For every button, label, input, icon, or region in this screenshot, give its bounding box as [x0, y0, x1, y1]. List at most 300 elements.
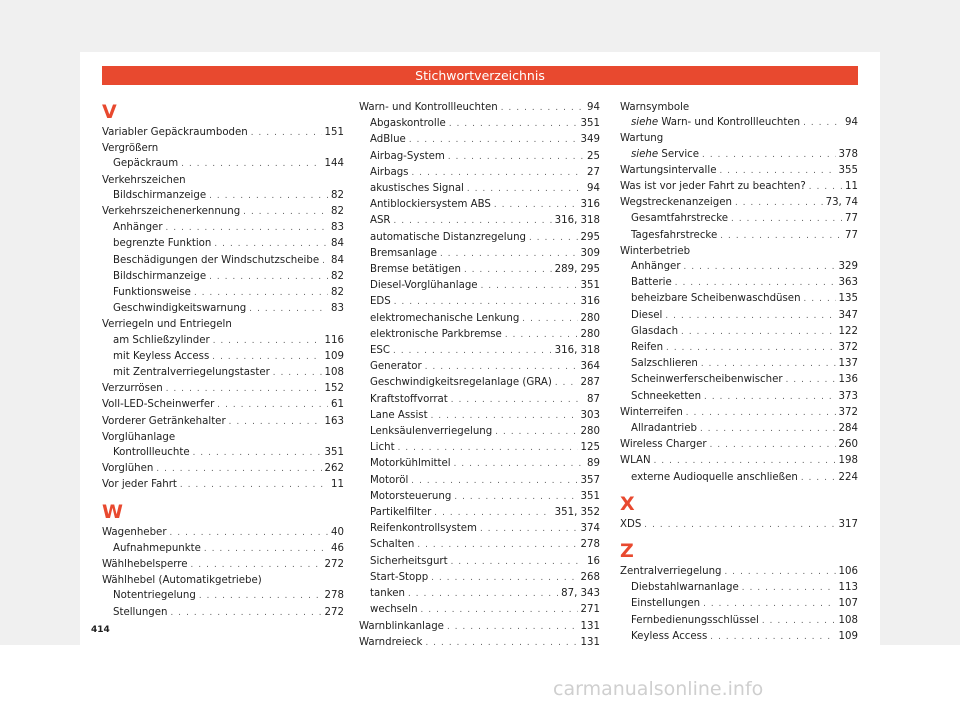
entry-page-number: 287: [580, 377, 600, 389]
index-subentry: [620, 613, 858, 629]
entry-term: Anhänger: [113, 222, 163, 234]
dot-leader: [431, 409, 578, 424]
dot-leader: [425, 360, 578, 375]
index-subentry: [359, 392, 600, 408]
dot-leader: [464, 263, 552, 278]
index-entry: [620, 453, 858, 469]
index-subentry: [102, 588, 344, 604]
index-letter-heading: W: [102, 500, 123, 523]
entry-term: Scheinwerferscheibenwischer: [631, 374, 783, 386]
entry-page-number: 135: [838, 293, 858, 305]
entry-term: Wartung: [620, 133, 664, 145]
index-entry: [102, 414, 344, 430]
entry-page-number: 25: [587, 150, 600, 162]
dot-leader: [273, 366, 322, 381]
entry-term: Notentriegelung: [113, 590, 196, 602]
entry-term: Diesel: [631, 309, 663, 321]
entry-term: [631, 115, 800, 130]
entry-page-number: 351: [324, 447, 344, 459]
index-entry: [620, 131, 858, 146]
index-entry: [620, 564, 858, 580]
entry-term: Lenksäulenverriegelung: [370, 426, 493, 438]
entry-page-number: 295: [580, 231, 600, 243]
entry-term: Motorkühlmittel: [370, 458, 451, 470]
entry-term: Warnblinkanlage: [359, 620, 444, 632]
index-entry: [620, 405, 858, 421]
index-letter-heading: Z: [620, 540, 634, 563]
entry-page-number: 280: [580, 312, 600, 324]
entry-term: Gesamtfahrstrecke: [631, 213, 729, 225]
index-subentry: [359, 197, 600, 213]
dot-leader: [786, 373, 836, 388]
index-entry: [102, 397, 344, 413]
index-subentry: [359, 456, 600, 472]
entry-page-number: 329: [838, 261, 858, 273]
dot-leader: [251, 126, 322, 141]
index-subentry: [359, 132, 600, 148]
index-subentry: [102, 220, 344, 236]
index-subentry: [359, 359, 600, 375]
entry-term: Wählhebelsperre: [102, 559, 188, 571]
dot-leader: [411, 474, 577, 489]
index-subentry: [359, 375, 600, 391]
index-subentry: [620, 389, 858, 405]
dot-leader: [710, 438, 836, 453]
entry-term: EDS: [370, 296, 391, 308]
dot-leader: [735, 196, 823, 211]
index-entry: [620, 179, 858, 195]
section-header: Stichwortverzeichnis: [102, 66, 858, 85]
entry-page-number: 351: [580, 118, 600, 130]
entry-term: Warnsymbole: [620, 102, 690, 113]
entry-page-number: 11: [845, 181, 858, 193]
index-subentry: [620, 356, 858, 372]
index-subentry: [102, 349, 344, 365]
entry-page-number: 94: [587, 102, 600, 113]
entry-term: XDS: [620, 518, 642, 530]
entry-page-number: 108: [838, 614, 858, 626]
entry-page-number: 40: [331, 526, 344, 538]
entry-page-number: 316: [580, 296, 600, 308]
dot-leader: [393, 344, 552, 359]
entry-term: Was ist vor jeder Fahrt zu beachten?: [620, 181, 806, 193]
entry-page-number: 378: [838, 148, 858, 160]
entry-page-number: 94: [587, 183, 600, 195]
entry-term-text: Warn- und Kontrollleuchten: [661, 117, 801, 129]
entry-page-number: 61: [331, 399, 344, 411]
dot-leader: [505, 328, 578, 343]
dot-leader: [209, 270, 328, 285]
entry-page-number: 84: [331, 254, 344, 266]
index-subentry: [102, 445, 344, 461]
entry-term: Fernbedienungsschlüssel: [631, 614, 759, 626]
index-letter-heading: V: [102, 101, 117, 123]
entry-page-number: 116: [324, 334, 344, 346]
dot-leader: [394, 295, 578, 310]
index-subentry: [102, 541, 344, 557]
index-entry: [620, 517, 858, 533]
dot-leader: [481, 279, 578, 294]
entry-term: Wartungsintervalle: [620, 164, 717, 176]
dot-leader: [529, 231, 578, 246]
dot-leader: [762, 614, 836, 629]
entry-term: Reifenkontrollsystem: [370, 523, 477, 535]
entry-page-number: 284: [838, 423, 858, 435]
entry-term: Wegstreckenanzeigen: [620, 197, 732, 209]
entry-term: Zentralverriegelung: [620, 566, 722, 578]
index-entry: [102, 573, 344, 588]
index-subentry: [620, 275, 858, 291]
entry-term: Aufnahmepunkte: [113, 542, 201, 554]
dot-leader: [156, 462, 321, 477]
dot-leader: [644, 518, 835, 533]
entry-page-number: 316, 318: [554, 215, 600, 227]
entry-term: Vergrößern: [102, 143, 159, 155]
entry-page-number: 278: [324, 590, 344, 602]
entry-term: Bildschirmanzeige: [113, 270, 207, 282]
entry-page-number: 317: [838, 518, 858, 530]
entry-page-number: 373: [838, 390, 858, 402]
dot-leader: [675, 276, 836, 291]
index-subentry: [359, 440, 600, 456]
entry-page-number: 271: [580, 604, 600, 616]
entry-term: begrenzte Funktion: [113, 238, 212, 250]
dot-leader: [704, 390, 836, 405]
index-subentry: [102, 605, 344, 621]
entry-term: Vorglühen: [102, 463, 154, 475]
entry-term: Beschädigungen der Windschutzscheibe: [113, 254, 320, 266]
dot-leader: [501, 101, 584, 116]
dot-leader: [494, 198, 578, 213]
index-subentry: [620, 228, 858, 244]
dot-leader: [180, 478, 328, 493]
dot-leader: [720, 229, 842, 244]
entry-page-number: 84: [331, 238, 344, 250]
entry-page-number: 151: [324, 127, 344, 138]
dot-leader: [719, 164, 835, 179]
dot-leader: [417, 538, 577, 553]
entry-page-number: 280: [580, 426, 600, 438]
index-subentry: [359, 602, 600, 618]
entry-page-number: 280: [580, 328, 600, 340]
entry-page-number: 357: [580, 474, 600, 486]
entry-page-number: 83: [331, 222, 344, 234]
dot-leader: [725, 565, 836, 580]
entry-term: Geschwindigkeitsregelanlage (GRA): [370, 377, 552, 389]
entry-term: Vor jeder Fahrt: [102, 479, 177, 491]
dot-leader: [171, 606, 322, 621]
dot-leader: [166, 221, 329, 236]
entry-page-number: 108: [324, 367, 344, 379]
entry-page-number: 303: [580, 409, 600, 421]
dot-leader: [700, 422, 836, 437]
entry-page-number: 372: [838, 342, 858, 354]
entry-page-number: 131: [580, 620, 600, 632]
dot-leader: [666, 341, 836, 356]
index-subentry: [359, 311, 600, 327]
entry-page-number: 316, 318: [554, 345, 600, 357]
index-entry: [359, 100, 600, 116]
entry-page-number: 351: [580, 490, 600, 502]
entry-term: Voll-LED-Scheinwerfer: [102, 399, 215, 411]
dot-leader: [522, 312, 577, 327]
entry-term: automatische Distanzregelung: [370, 231, 526, 243]
dot-leader: [701, 357, 836, 372]
dot-leader: [322, 254, 328, 269]
index-subentry: [359, 473, 600, 489]
entry-term: Schalten: [370, 539, 415, 551]
entry-term: Allradantrieb: [631, 423, 697, 435]
dot-leader: [212, 350, 321, 365]
index-entry: [102, 461, 344, 477]
index-entry: [620, 195, 858, 211]
index-subentry: [620, 470, 858, 486]
entry-page-number: 137: [838, 358, 858, 370]
dot-leader: [170, 526, 329, 541]
index-subentry: [359, 570, 600, 586]
entry-term: Diebstahlwarnanlage: [631, 582, 739, 594]
entry-page-number: 82: [331, 270, 344, 282]
entry-term: Motorsteuerung: [370, 490, 452, 502]
entry-term: ASR: [370, 215, 391, 227]
entry-term: AdBlue: [370, 134, 406, 146]
entry-term-text: Service: [661, 148, 700, 160]
entry-term: Wählhebel (Automatikgetriebe): [102, 575, 262, 587]
entry-term: Gepäckraum: [113, 158, 179, 170]
entry-page-number: 87, 343: [561, 588, 600, 600]
index-subentry: [359, 278, 600, 294]
index-subentry: [102, 188, 344, 204]
entry-term: akustisches Signal: [370, 183, 464, 195]
entry-term: am Schließzylinder: [113, 334, 210, 346]
entry-term: wechseln: [370, 604, 418, 616]
entry-term: Wagenheber: [102, 526, 167, 538]
entry-term: Lane Assist: [370, 409, 428, 421]
dot-leader: [394, 214, 552, 229]
index-subentry: [359, 408, 600, 424]
entry-term: Batterie: [631, 277, 672, 289]
entry-term: Airbags: [370, 166, 409, 178]
index-column-1: [102, 100, 344, 621]
see-reference-label: siehe: [631, 117, 659, 129]
entry-term: Bremsanlage: [370, 247, 437, 259]
dot-leader: [411, 166, 584, 181]
entry-page-number: 355: [838, 164, 858, 176]
index-subentry: [620, 629, 858, 645]
entry-term: ESC: [370, 345, 391, 357]
entry-page-number: 109: [838, 630, 858, 642]
entry-term: Salzschlieren: [631, 358, 698, 370]
index-subentry: [359, 521, 600, 537]
entry-term: elektronische Parkbremse: [370, 328, 502, 340]
dot-leader: [408, 587, 558, 602]
dot-leader: [681, 325, 836, 340]
index-subentry: [102, 236, 344, 252]
index-subentry: [359, 116, 600, 132]
dot-leader: [243, 205, 328, 220]
entry-page-number: 11: [331, 479, 344, 491]
index-entry: [102, 141, 344, 156]
entry-term: Winterreifen: [620, 406, 683, 418]
entry-page-number: 198: [838, 455, 858, 467]
dot-leader: [801, 471, 836, 486]
entry-page-number: 372: [838, 406, 858, 418]
entry-term: Reifen: [631, 342, 664, 354]
index-entry: [102, 477, 344, 493]
dot-leader: [440, 247, 578, 262]
dot-leader: [495, 425, 577, 440]
index-subentry: [359, 149, 600, 165]
index-subentry: [359, 424, 600, 440]
entry-page-number: 272: [324, 559, 344, 571]
entry-term: WLAN: [620, 455, 651, 467]
index-entry: [620, 163, 858, 179]
index-subentry: [102, 365, 344, 381]
entry-page-number: 122: [838, 325, 858, 337]
index-subentry: [620, 147, 858, 163]
index-subentry: [102, 333, 344, 349]
index-subentry: [620, 308, 858, 324]
dot-leader: [480, 522, 578, 537]
index-entry: [102, 557, 344, 573]
index-subentry: [359, 213, 600, 229]
entry-term: Geschwindigkeitswarnung: [113, 303, 247, 315]
index-subentry: [359, 165, 600, 181]
entry-term: Vorderer Getränkehalter: [102, 415, 226, 427]
entry-page-number: 224: [838, 471, 858, 483]
entry-page-number: 77: [845, 229, 858, 241]
entry-page-number: 374: [580, 523, 600, 535]
index-subentry: [620, 580, 858, 596]
dot-leader: [454, 457, 584, 472]
entry-term: Tagesfahrstrecke: [631, 229, 718, 241]
index-subentry: [102, 301, 344, 317]
entry-page-number: 46: [331, 542, 344, 554]
index-entry: [620, 437, 858, 453]
index-subentry: [620, 340, 858, 356]
index-entry: [620, 100, 858, 115]
index-entry: [102, 525, 344, 541]
entry-page-number: 113: [838, 582, 858, 594]
index-entry: [102, 204, 344, 220]
entry-term: Vorglühanlage: [102, 431, 176, 443]
index-subentry: [102, 156, 344, 172]
entry-page-number: 364: [580, 361, 600, 373]
dot-leader: [431, 571, 577, 586]
entry-page-number: 144: [324, 158, 344, 170]
entry-term: Verriegeln und Entriegeln: [102, 319, 232, 331]
entry-term: elektromechanische Lenkung: [370, 312, 520, 324]
index-subentry: [620, 259, 858, 275]
entry-page-number: 82: [331, 206, 344, 218]
dot-leader: [193, 446, 322, 461]
dot-leader: [467, 182, 584, 197]
index-entry: [102, 430, 344, 445]
entry-page-number: 316: [580, 199, 600, 211]
entry-term: Anhänger: [631, 261, 681, 273]
entry-term: Wireless Charger: [620, 439, 707, 451]
index-subentry: [620, 421, 858, 437]
index-entry: [359, 635, 600, 651]
entry-term: beheizbare Scheibenwaschdüsen: [631, 293, 801, 305]
dot-leader: [214, 237, 328, 252]
dot-leader: [703, 597, 835, 612]
entry-term: mit Zentralverriegelungstaster: [113, 367, 270, 379]
entry-page-number: 268: [580, 571, 600, 583]
entry-term: tanken: [370, 588, 405, 600]
entry-term: Antiblockiersystem ABS: [370, 199, 491, 211]
dot-leader: [448, 150, 584, 165]
entry-page-number: 262: [324, 463, 344, 475]
dot-leader: [731, 212, 842, 227]
dot-leader: [710, 630, 835, 645]
index-subentry: [359, 537, 600, 553]
index-entry: [102, 173, 344, 188]
see-reference-label: siehe: [631, 148, 659, 160]
dot-leader: [191, 558, 322, 573]
dot-leader: [686, 406, 836, 421]
watermark: carmanualsonline.info: [553, 678, 764, 700]
entry-term: Schneeketten: [631, 390, 702, 402]
dot-leader: [204, 542, 328, 557]
entry-term: externe Audioquelle anschließen: [631, 471, 798, 483]
entry-page-number: 351, 352: [554, 507, 600, 519]
index-subentry: [359, 230, 600, 246]
dot-leader: [684, 260, 836, 275]
index-subentry: [620, 115, 858, 131]
dot-leader: [665, 309, 835, 324]
dot-leader: [213, 334, 322, 349]
index-subentry: [102, 253, 344, 269]
dot-leader: [194, 286, 328, 301]
dot-leader: [555, 376, 578, 391]
entry-page-number: 73, 74: [825, 197, 858, 209]
dot-leader: [702, 148, 836, 163]
entry-page-number: 349: [580, 134, 600, 146]
entry-page-number: 77: [845, 213, 858, 225]
index-column-2: [359, 100, 600, 651]
entry-page-number: 136: [838, 374, 858, 386]
entry-term: Verkehrszeichenerkennung: [102, 206, 241, 218]
entry-term: Abgaskontrolle: [370, 118, 446, 130]
index-entry: [102, 381, 344, 397]
entry-page-number: 278: [580, 539, 600, 551]
index-column-3: [620, 100, 858, 645]
dot-leader: [217, 398, 328, 413]
dot-leader: [449, 117, 578, 132]
entry-term: Glasdach: [631, 325, 679, 337]
index-subentry: [620, 596, 858, 612]
index-subentry: [359, 327, 600, 343]
entry-page-number: 94: [845, 117, 858, 129]
dot-leader: [425, 636, 577, 651]
dot-leader: [451, 555, 584, 570]
index-subentry: [620, 291, 858, 307]
page-number: 414: [91, 625, 110, 635]
index-entry: [620, 244, 858, 259]
dot-leader: [199, 589, 322, 604]
entry-page-number: 363: [838, 277, 858, 289]
index-entry: [102, 125, 344, 141]
dot-leader: [166, 382, 322, 397]
entry-term: Verzurrösen: [102, 383, 163, 395]
entry-term: Partikelfilter: [370, 507, 432, 519]
dot-leader: [249, 302, 328, 317]
entry-page-number: 16: [587, 555, 600, 567]
entry-term: Funktionsweise: [113, 287, 191, 299]
dot-leader: [451, 393, 584, 408]
index-subentry: [359, 246, 600, 262]
